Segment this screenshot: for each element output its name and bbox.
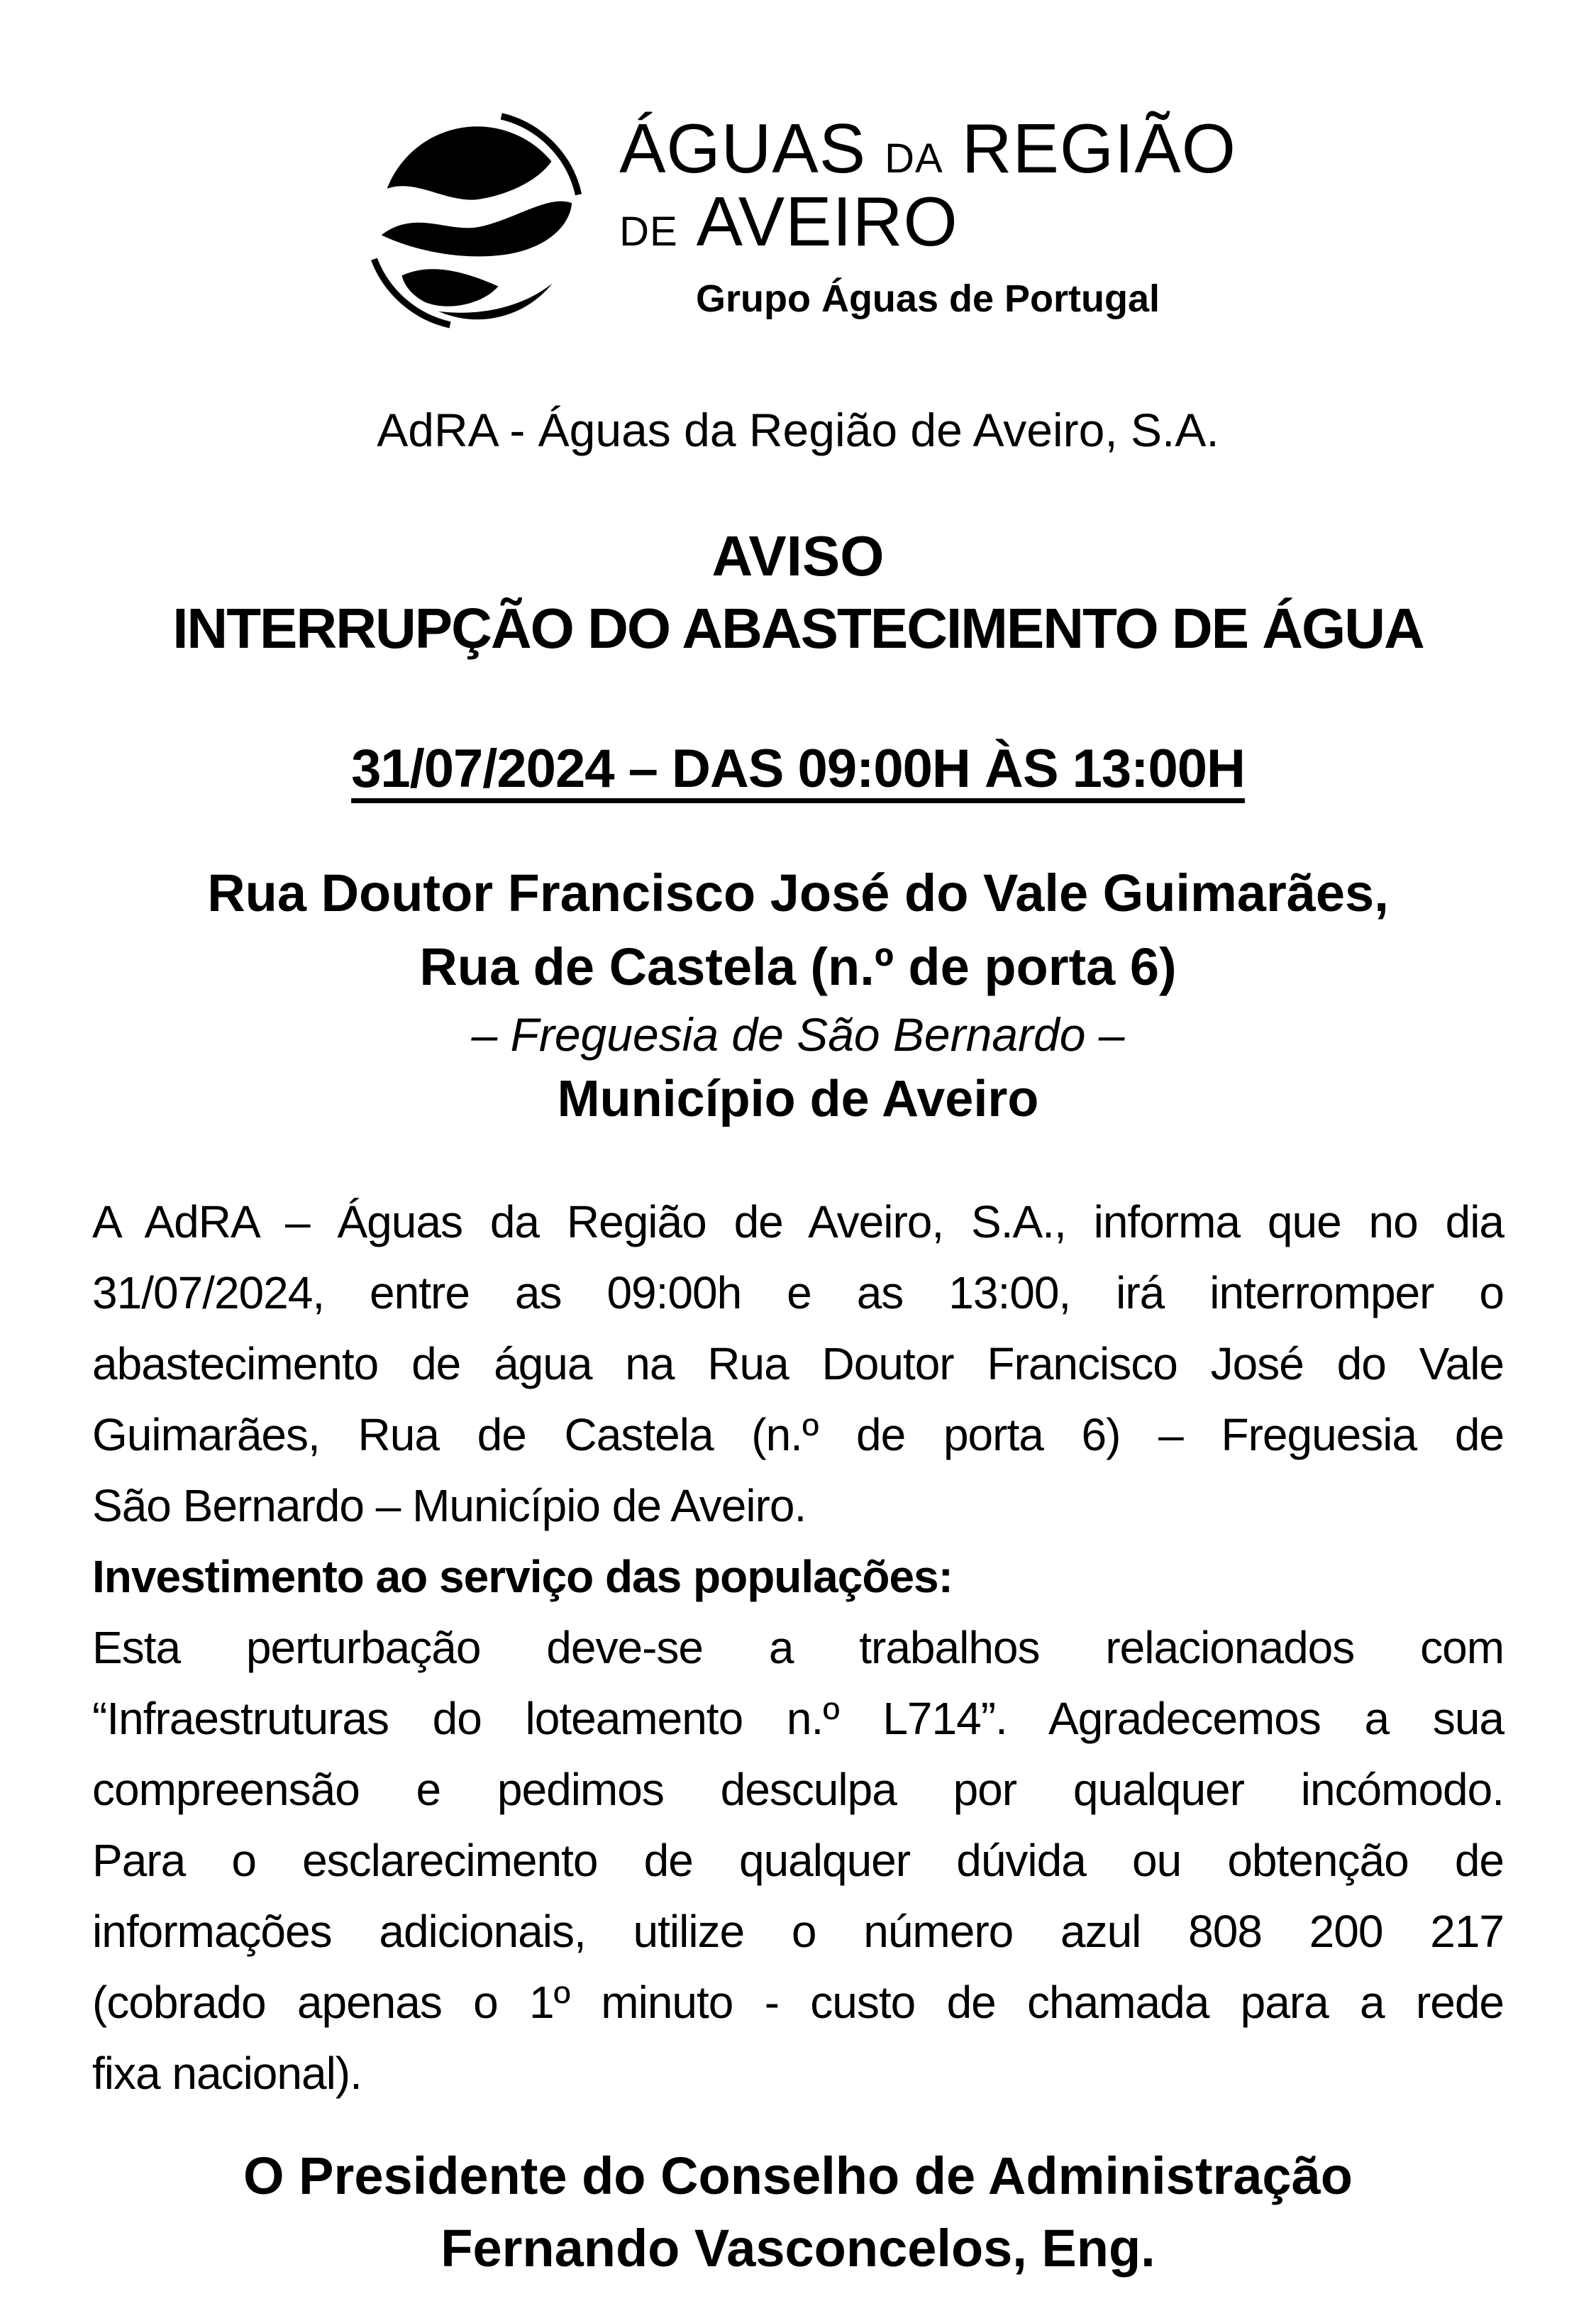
logo-wordmark (619, 99, 1236, 321)
paragraph1-line: abastecimento de água na Rua Doutor Francisco José do Vale (92, 1338, 1504, 1389)
paragraph2-line: “Infraestruturas do loteamento n.º L714”. Agradecemos a sua (92, 1693, 1504, 1744)
adra-waves-sphere-icon (360, 99, 601, 341)
street-line-1: Rua Doutor Francisco José do Vale Guimarães, (207, 864, 1389, 922)
logo-line-2 (619, 182, 1236, 260)
company-name-line: AdRA - Águas da Região de Aveiro, S.A. (377, 404, 1219, 456)
signature-block (0, 2140, 1596, 2285)
investment-emphasis-line: Investimento ao serviço das populações: (92, 1551, 953, 1602)
signature-name-line: Fernando Vasconcelos, Eng. (440, 2219, 1156, 2278)
logo-word-aguas: ÁGUAS (619, 109, 867, 187)
logo-word-aveiro: AVEIRO (696, 182, 958, 260)
signature-title-line: O Presidente do Conselho de Administração (243, 2146, 1353, 2205)
interruption-schedule: 31/07/2024 – DAS 09:00H ÀS 13:00H (351, 739, 1245, 799)
adra-logo (0, 99, 1596, 341)
logo-word-de: DE (619, 208, 678, 255)
parish-line: – Freguesia de São Bernardo – (471, 1008, 1125, 1061)
paragraph1-line: 31/07/2024, entre as 09:00h e as 13:00, irá interromper o (92, 1267, 1504, 1318)
paragraph1-line: A AdRA – Águas da Região de Aveiro, S.A., informa que no dia (92, 1196, 1504, 1247)
logo-word-regiao: REGIÃO (961, 109, 1236, 187)
municipality-line: Município de Aveiro (557, 1071, 1039, 1127)
paragraph2-line: Esta perturbação deve-se a trabalhos relacionados com (92, 1622, 1504, 1673)
notice-title: INTERRUPÇÃO DO ABASTECIMENTO DE ÁGUA (172, 597, 1424, 660)
notice-body (92, 1186, 1504, 2109)
paragraph1-line: Guimarães, Rua de Castela (n.º de porta 6) – Freguesia de (92, 1409, 1504, 1460)
logo-word-da: DA (885, 136, 943, 182)
notice-word: AVISO (711, 524, 885, 587)
street-line-2: Rua de Castela (n.º de porta 6) (419, 937, 1177, 996)
logo-group-subtitle: Grupo Águas de Portugal (695, 277, 1160, 320)
logo-line-1 (619, 109, 1236, 187)
paragraph2-line: Para o esclarecimento de qualquer dúvida ou obtenção de (92, 1835, 1504, 1886)
paragraph1-line: São Bernardo – Município de Aveiro. (92, 1480, 807, 1531)
paragraph2-line: compreensão e pedimos desculpa por qualquer incómodo. (92, 1764, 1504, 1815)
paragraph2-line: informações adicionais, utilize o número azul 808 200 217 (92, 1906, 1504, 1957)
paragraph2-line: (cobrado apenas o 1º minuto - custo de chamada para a rede (92, 1977, 1504, 2028)
paragraph2-line: fixa nacional). (92, 2048, 362, 2099)
